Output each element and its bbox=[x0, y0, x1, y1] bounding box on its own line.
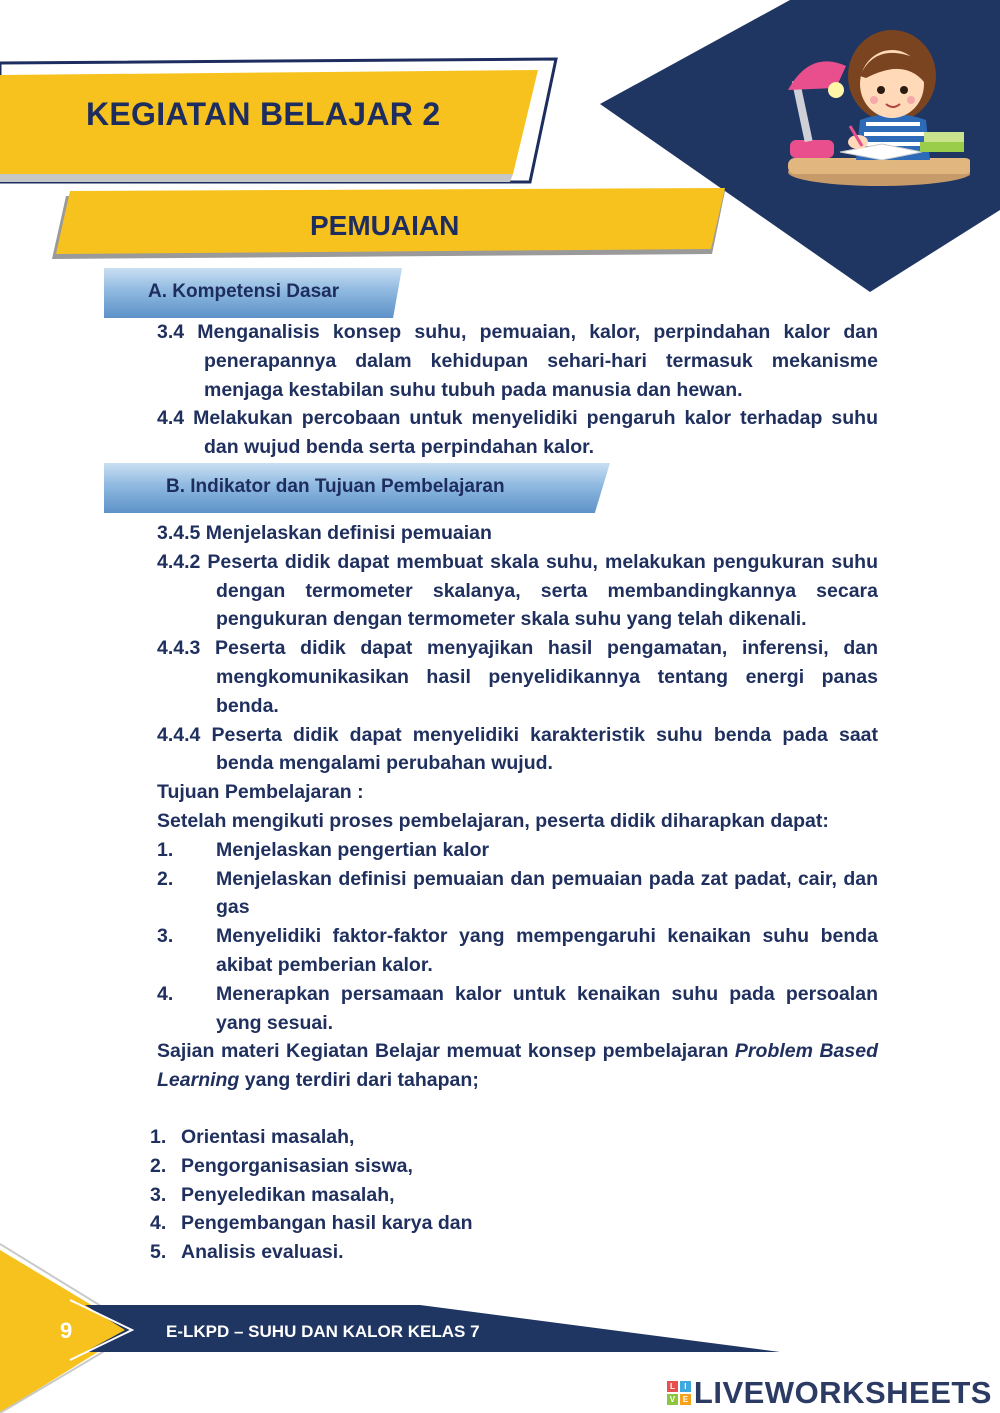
liveworksheets-text: LIVEWORKSHEETS bbox=[693, 1375, 992, 1410]
tujuan-item bbox=[157, 980, 878, 1038]
liveworksheets-grid-icon bbox=[667, 1381, 691, 1405]
tujuan-heading: Tujuan Pembelajaran : bbox=[157, 781, 364, 804]
page-title: KEGIATAN BELAJAR 2 bbox=[86, 96, 441, 132]
section-b-heading: B. Indikator dan Tujuan Pembelajaran bbox=[166, 476, 505, 497]
pbl-step-number: 5. bbox=[150, 1241, 167, 1264]
pbl-step-text: Pengembangan hasil karya dan bbox=[181, 1212, 473, 1235]
tujuan-intro: Setelah mengikuti proses pembelajaran, peserta didik diharapkan dapat: bbox=[157, 809, 829, 832]
indicator-item: 4.4.4 Peserta didik dapat menyelidiki karakteristik suhu benda pada saat benda mengalami perubahan wujud. bbox=[157, 723, 878, 775]
indicator-item: 4.4.2 Peserta didik dapat membuat skala suhu, melakukan pengukuran suhu dengan termometer skalanya, serta membandingkannya secara pengukuran dengan termometer skala suhu yang telah dikenali. bbox=[157, 550, 878, 631]
pbl-step-text: Penyeledikan masalah, bbox=[181, 1183, 395, 1206]
page-subtitle: PEMUAIAN bbox=[310, 210, 460, 241]
kompetensi-item: 3.4 Menganalisis konsep suhu, pemuaian, kalor, perpindahan kalor dan penerapannya dalam kehidupan sehari-hari termasuk mekanisme menjaga kestabilan suhu tubuh pada manusia dan hewan. bbox=[157, 321, 878, 401]
indicator-item: 4.4.3 Peserta didik dapat menyajikan hasil pengamatan, inferensi, dan mengkomunikasikan hasil penyelidikannya tentang energi panas benda. bbox=[157, 637, 878, 717]
sajian-text-start: Sajian materi Kegiatan Belajar memuat konsep pembelajaran bbox=[157, 1040, 735, 1063]
sajian-text-end: yang terdiri dari tahapan; bbox=[239, 1069, 479, 1092]
logo-letter: I bbox=[680, 1381, 691, 1392]
pbl-step-text: Analisis evaluasi. bbox=[181, 1241, 344, 1264]
pbl-step bbox=[150, 1152, 473, 1181]
sajian-italic-term: Problem Based Learning bbox=[157, 1040, 878, 1092]
pbl-step bbox=[150, 1181, 473, 1210]
girl-studying-illustration bbox=[780, 20, 970, 190]
pbl-step-text: Orientasi masalah, bbox=[181, 1126, 355, 1148]
logo-letter: V bbox=[667, 1394, 678, 1405]
pbl-step-text: Pengorganisasian siswa, bbox=[181, 1154, 413, 1177]
tujuan-item bbox=[157, 836, 878, 865]
pbl-step bbox=[150, 1123, 473, 1152]
tujuan-number: 2. bbox=[157, 867, 174, 890]
tujuan-item bbox=[157, 865, 878, 923]
section-a-heading: A. Kompetensi Dasar bbox=[148, 281, 340, 302]
kompetensi-item: 4.4 Melakukan percobaan untuk menyelidiki pengaruh kalor terhadap suhu dan wujud benda serta perpindahan kalor. bbox=[157, 407, 878, 459]
tujuan-item bbox=[157, 922, 878, 980]
pbl-steps-list bbox=[150, 1123, 473, 1267]
pbl-step-number: 2. bbox=[150, 1154, 167, 1177]
tujuan-text: Menjelaskan definisi pemuaian dan pemuaian pada zat padat, cair, dan gas bbox=[216, 867, 878, 919]
logo-letter: L bbox=[667, 1381, 678, 1392]
tujuan-number: 3. bbox=[157, 925, 174, 948]
logo-letter: E bbox=[680, 1394, 691, 1405]
tujuan-number: 1. bbox=[157, 838, 174, 861]
pbl-step-number: 1. bbox=[150, 1126, 167, 1148]
section-b-content bbox=[157, 519, 878, 1095]
sajian-paragraph bbox=[157, 1037, 878, 1095]
pbl-step bbox=[150, 1209, 473, 1238]
page-number: 9 bbox=[60, 1318, 73, 1343]
tujuan-text: Menjelaskan pengertian kalor bbox=[216, 838, 490, 861]
pbl-step-number: 3. bbox=[150, 1183, 167, 1206]
tujuan-number: 4. bbox=[157, 982, 174, 1005]
section-a-content bbox=[157, 318, 878, 462]
tujuan-text: Menyelidiki faktor-faktor yang mempengaruhi kenaikan suhu benda akibat pemberian kalor. bbox=[216, 925, 878, 976]
tujuan-text: Menerapkan persamaan kalor untuk kenaikan suhu pada persoalan yang sesuai. bbox=[216, 982, 878, 1034]
footer-title: E-LKPD – SUHU DAN KALOR KELAS 7 bbox=[166, 1322, 480, 1341]
pbl-step bbox=[150, 1238, 473, 1267]
liveworksheets-logo[interactable] bbox=[667, 1375, 992, 1411]
indicator-item: 3.4.5 Menjelaskan definisi pemuaian bbox=[157, 522, 492, 544]
pbl-step-number: 4. bbox=[150, 1212, 167, 1235]
